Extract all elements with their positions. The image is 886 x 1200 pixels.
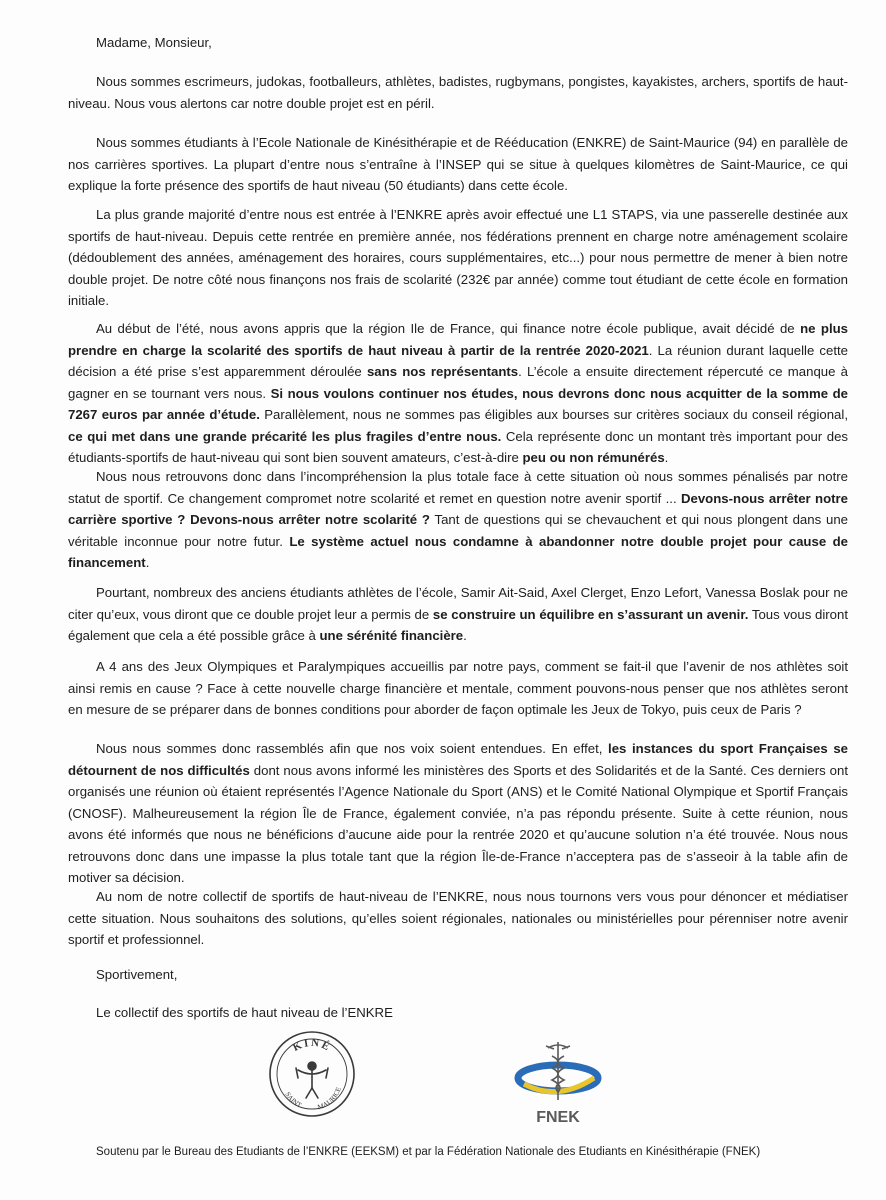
emphasized-text: Si nous voulons continuer nos études, nous devrons donc nous acquitter de la somme de 7267 euros par année d’étude. [68, 385, 848, 422]
closing-text: Sportivement, [96, 967, 178, 982]
emphasized-text: ne plus prendre en charge la scolarité des sportifs de haut niveau à partir de la rentrée 2020-2021 [68, 321, 848, 358]
paragraph-text: Parallèlement, nous ne sommes pas éligibles aux bourses sur critères sociaux du conseil régional, [259, 407, 848, 422]
paragraph-text: . [463, 628, 467, 643]
emphasized-text: sans nos représentants [366, 364, 519, 379]
paragraph-text: dont nous avons informé les ministères des Sports et des Solidarités et de la Santé. Ces derniers ont organisés une réunion où étaient représentés l’Agence Nationale du Sport (ANS) et le Comité National Olympique et Sportif Français (CNOSF). Malheureusement la région Île de France, également conviée, n’a pas répondu présente. Suite à cette réunion, nous avons été informés que nous ne bénéficions d’aucune aide pour la rentrée 2020 et qu’aucune solution n’a été trouvée. Nous nous retrouvons donc dans une impasse la plus totale tant que la région Île-de-France n’acceptera pas de s’asseoir à la table afin de motiver sa décision. [68, 762, 848, 885]
paragraph-text: . [664, 450, 669, 465]
kine-saint-maurice-seal [268, 1030, 356, 1118]
emphasized-text: ce qui met dans une grande précarité les plus fragiles d’entre nous. [68, 428, 502, 444]
paragraph-text: Pourtant, nombreux des anciens étudiants athlètes de l’école, Samir Ait-Said, Axel Clerget, Enzo Lefort, Vanessa Boslak pour ne citer qu’eux, vous diront que ce double projet leur a permis de [68, 585, 848, 622]
emphasized-text: les instances du sport Françaises se détournent de nos difficultés [68, 741, 848, 778]
paragraph-8 [68, 738, 848, 889]
paragraph-text: . L’école a ensuite directement répercuté ce manque à gagner en se tournant vers nous. [68, 364, 848, 401]
paragraph-2 [68, 132, 848, 197]
emphasized-text: une sérénité financière [319, 628, 464, 643]
paragraph-text: Nous nous sommes donc rassemblés afin que nos voix soient entendues. En effet, [96, 741, 609, 756]
emphasized-text: se construire un équilibre en s’assurant un avenir. [432, 606, 749, 622]
signature-text: Le collectif des sportifs de haut niveau de l’ENKRE [96, 1005, 393, 1020]
emphasized-text: Devons-nous arrêter notre carrière sportive ? Devons-nous arrêter notre scolarité ? [68, 490, 848, 527]
paragraph-text: La plus grande majorité d’entre nous est entrée à l’ENKRE après avoir effectué une L1 STAPS, via une passerelle destinée aux sportifs de haut-niveau. Depuis cette rentrée en première année, nos fédérations prennent en charge notre aménagement scolaire (dédoublement des années, aménagement des horaires, cours supplémentaires, etc...) pour nous permettre de mener à bien notre double projet. De notre côté nous finançons nos frais de scolarité (232€ par année) comme tout étudiant de cette école en formation initiale. [68, 207, 848, 308]
seal-top-text: KINÉ [290, 1036, 334, 1054]
paragraph-6 [68, 582, 848, 647]
seal-left-text: SAINT [283, 1090, 303, 1110]
svg-text:MAURICE [317, 1086, 343, 1111]
paragraph-text: Nous nous retrouvons donc dans l’incompréhension la plus totale face à cette situation où nous sommes pénalisés par notre statut de sportif. Ce changement compromet notre scolarité et remet en question notre avenir sportif ... [68, 469, 848, 506]
paragraph-text: Au nom de notre collectif de sportifs de haut-niveau de l’ENKRE, nous nous tournons vers vous pour dénoncer et médiatiser cette situation. Nous souhaitons des solutions, qu’elles soient régionales, nationales ou ministérielles pour pérenniser notre avenir sportif et professionnel. [68, 889, 848, 947]
svg-text:KINÉ [291, 1037, 333, 1054]
paragraph-4 [68, 318, 848, 469]
paragraph-1 [68, 71, 848, 114]
paragraph-text: Nous sommes escrimeurs, judokas, footballeurs, athlètes, badistes, rugbymans, pongistes, kayakistes, archers, sportifs de haut-niveau. Nous vous alertons car notre double projet est en péril. [68, 74, 848, 111]
paragraph-text: Tous vous diront également que cela a été possible grâce à [68, 606, 849, 643]
emphasized-text: Le système actuel nous condamne à abandonner notre double projet pour cause de financement [68, 533, 848, 570]
emphasized-text: peu ou non rémunérés [522, 450, 665, 465]
seal-right-text: MAURICE [316, 1086, 343, 1112]
paragraph-5 [68, 466, 848, 574]
paragraph-7 [68, 656, 848, 721]
paragraph-text: Au début de l’été, nous avons appris que la région Ile de France, qui finance notre école publique, avait décidé de [96, 321, 801, 336]
paragraph-9 [68, 886, 848, 951]
paragraph-text: Cela représente donc un montant très important pour des étudiants-sportifs de haut-niveau qui sont bien souvent amateurs, c’est-à-dire [68, 428, 848, 465]
paragraph-text: A 4 ans des Jeux Olympiques et Paralympiques accueillis par notre pays, comment se fait-il que l’avenir de nos athlètes soit ainsi remis en cause ? Face à cette nouvelle charge financière et mentale, comment pouvons-nous penser que nos athlètes seront en mesure de se préparer dans de bonnes conditions pour aborder de façon optimale les Jeux de Tokyo, puis ceux de Paris ? [68, 659, 848, 717]
seal-figure-icon [296, 1062, 328, 1098]
paragraph-text: Nous sommes étudiants à l’Ecole Nationale de Kinésithérapie et de Rééducation (ENKRE) de Saint-Maurice (94) en parallèle de nos carrières sportives. La plupart d’entre nous s’entraîne à l’INSEP qui se situe à quelques kilomètres de Saint-Maurice, ce qui explique la forte présence des sportifs de haut niveau (50 étudiants) dans cette école. [68, 135, 848, 193]
paragraph-3 [68, 204, 848, 312]
salutation: Madame, Monsieur, [96, 35, 212, 50]
footer-note: Soutenu par le Bureau des Etudiants de l’ENKRE (EEKSM) et par la Fédération Nationale des Etudiants en Kinésithérapie (FNEK) [96, 1146, 761, 1158]
fnek-logo [508, 1036, 608, 1128]
fnek-label: FNEK [536, 1109, 580, 1126]
paragraph-text: . La réunion durant laquelle cette décision a été prise s’est apparemment déroulée [68, 342, 849, 379]
paragraph-text: Tant de questions qui se chevauchent et qui nous plongent dans une véritable inconnue pour notre futur. [68, 512, 848, 549]
paragraph-text: . [145, 555, 150, 570]
